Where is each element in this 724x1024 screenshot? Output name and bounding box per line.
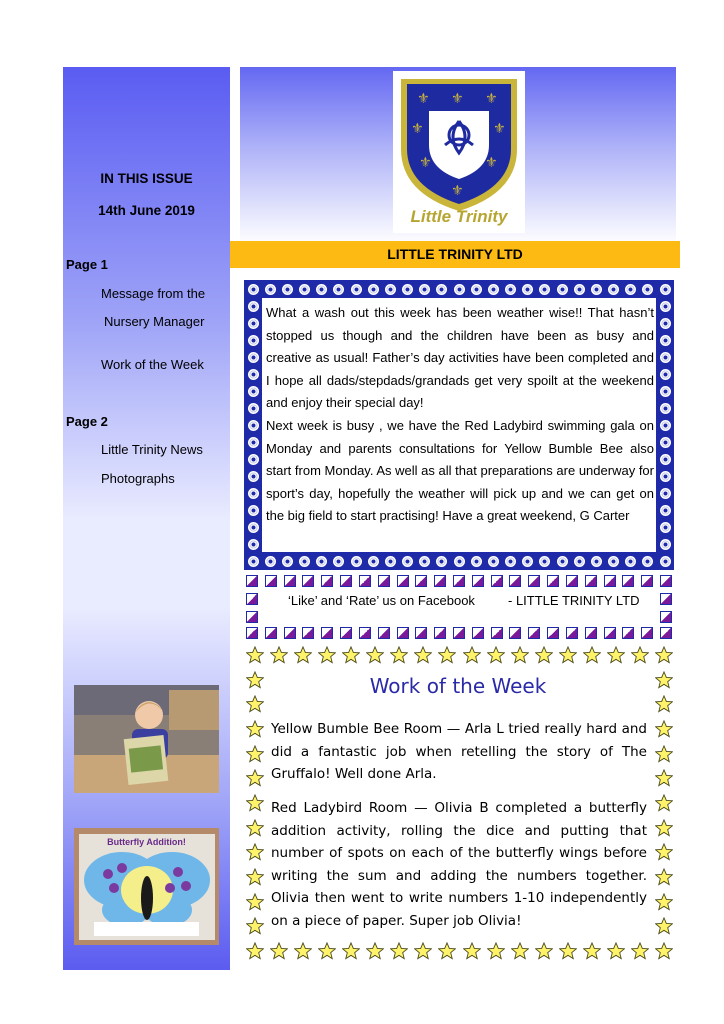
border-square-icon xyxy=(378,627,390,639)
border-flower-icon xyxy=(557,284,568,295)
work-of-week-title: Work of the Week xyxy=(369,674,547,698)
border-star-icon xyxy=(487,942,505,960)
border-flower-icon xyxy=(488,284,499,295)
border-star-icon xyxy=(583,646,601,664)
border-square-icon xyxy=(566,575,578,587)
border-flower-icon xyxy=(248,335,259,346)
border-star-icon xyxy=(294,646,312,664)
border-star-icon xyxy=(655,745,673,763)
border-square-icon xyxy=(397,627,409,639)
border-star-icon xyxy=(318,942,336,960)
border-flower-icon xyxy=(471,284,482,295)
border-square-icon xyxy=(472,575,484,587)
border-star-icon xyxy=(463,646,481,664)
border-square-icon xyxy=(585,575,597,587)
border-flower-icon xyxy=(248,556,259,567)
border-flower-icon xyxy=(488,556,499,567)
border-square-icon xyxy=(660,627,672,639)
border-square-icon xyxy=(340,575,352,587)
toc-item-photographs: Photographs xyxy=(101,471,175,486)
border-flower-icon xyxy=(574,284,585,295)
border-square-icon xyxy=(415,575,427,587)
border-flower-icon xyxy=(660,556,671,567)
border-flower-icon xyxy=(454,556,465,567)
border-flower-icon xyxy=(248,369,259,380)
banner-title: LITTLE TRINITY LTD xyxy=(230,241,680,268)
border-square-icon xyxy=(604,627,616,639)
border-star-icon xyxy=(366,942,384,960)
border-square-icon xyxy=(491,627,503,639)
border-star-icon xyxy=(607,942,625,960)
toc-item-manager: Nursery Manager xyxy=(104,314,205,329)
border-square-icon xyxy=(660,593,672,605)
border-flower-icon xyxy=(368,556,379,567)
border-flower-icon xyxy=(660,454,671,465)
border-square-icon xyxy=(302,627,314,639)
border-square-icon xyxy=(566,627,578,639)
border-square-icon xyxy=(302,575,314,587)
border-square-icon xyxy=(265,627,277,639)
border-square-icon xyxy=(321,575,333,587)
border-star-icon xyxy=(655,646,673,664)
border-star-icon xyxy=(655,942,673,960)
border-star-icon xyxy=(511,942,529,960)
border-flower-icon xyxy=(642,284,653,295)
border-star-icon xyxy=(246,745,264,763)
border-flower-icon xyxy=(642,556,653,567)
border-star-icon xyxy=(559,646,577,664)
border-star-icon xyxy=(559,942,577,960)
svg-text:⚜: ⚜ xyxy=(417,91,430,107)
border-square-icon xyxy=(284,627,296,639)
border-flower-icon xyxy=(505,556,516,567)
border-square-icon xyxy=(321,627,333,639)
border-star-icon xyxy=(246,720,264,738)
border-flower-icon xyxy=(591,556,602,567)
svg-text:⚜: ⚜ xyxy=(485,91,498,107)
border-flower-icon xyxy=(591,284,602,295)
border-star-icon xyxy=(655,893,673,911)
logo-text: Little Trinity xyxy=(410,207,508,226)
facebook-text: ‘Like’ and ‘Rate’ us on Facebook xyxy=(288,593,475,608)
border-flower-icon xyxy=(419,284,430,295)
border-star-icon xyxy=(342,646,360,664)
border-square-icon xyxy=(585,627,597,639)
border-star-icon xyxy=(246,893,264,911)
border-flower-icon xyxy=(660,284,671,295)
photo-butterfly-worksheet xyxy=(74,828,219,945)
border-flower-icon xyxy=(248,386,259,397)
border-square-icon xyxy=(397,575,409,587)
page2-label: Page 2 xyxy=(66,414,108,429)
border-flower-icon xyxy=(436,284,447,295)
border-flower-icon xyxy=(299,284,310,295)
border-square-icon xyxy=(246,575,258,587)
facebook-signature: - LITTLE TRINITY LTD xyxy=(508,593,640,608)
border-star-icon xyxy=(246,917,264,935)
border-star-icon xyxy=(655,671,673,689)
border-star-icon xyxy=(270,942,288,960)
border-star-icon xyxy=(631,942,649,960)
border-flower-icon xyxy=(333,556,344,567)
border-flower-icon xyxy=(557,556,568,567)
border-star-icon xyxy=(438,942,456,960)
border-star-icon xyxy=(463,942,481,960)
border-flower-icon xyxy=(385,556,396,567)
border-star-icon xyxy=(438,646,456,664)
border-star-icon xyxy=(246,769,264,787)
issue-heading: IN THIS ISSUE xyxy=(100,171,193,186)
border-square-icon xyxy=(622,627,634,639)
border-star-icon xyxy=(342,942,360,960)
border-flower-icon xyxy=(248,318,259,329)
border-flower-icon xyxy=(660,539,671,550)
toc-item-message: Message from the xyxy=(101,286,206,301)
border-flower-icon xyxy=(385,284,396,295)
border-star-icon xyxy=(655,843,673,861)
work-entry-yellow-bumble-bee: Yellow Bumble Bee Room — Arla L tried really hard and did a fantastic job when retelling the story of The Gruffalo! Well done Arla. xyxy=(271,721,647,782)
border-flower-icon xyxy=(368,284,379,295)
border-flower-icon xyxy=(625,556,636,567)
border-star-icon xyxy=(390,646,408,664)
border-square-icon xyxy=(265,575,277,587)
issue-date: 14th June 2019 xyxy=(98,203,195,218)
border-star-icon xyxy=(246,794,264,812)
border-flower-icon xyxy=(660,488,671,499)
border-square-icon xyxy=(359,627,371,639)
svg-text:⚜: ⚜ xyxy=(451,91,464,107)
toc-item-work-of-week: Work of the Week xyxy=(101,357,204,372)
border-square-icon xyxy=(472,627,484,639)
border-square-icon xyxy=(415,627,427,639)
border-flower-icon xyxy=(248,284,259,295)
border-flower-icon xyxy=(625,284,636,295)
border-star-icon xyxy=(655,769,673,787)
border-flower-icon xyxy=(660,471,671,482)
border-flower-icon xyxy=(522,556,533,567)
border-star-icon xyxy=(607,646,625,664)
border-star-icon xyxy=(655,794,673,812)
border-flower-icon xyxy=(248,539,259,550)
border-flower-icon xyxy=(419,556,430,567)
svg-text:⚜: ⚜ xyxy=(493,121,506,137)
border-flower-icon xyxy=(660,352,671,363)
border-star-icon xyxy=(535,646,553,664)
border-flower-icon xyxy=(660,522,671,533)
border-flower-icon xyxy=(316,556,327,567)
border-flower-icon xyxy=(471,556,482,567)
border-square-icon xyxy=(434,627,446,639)
border-square-icon xyxy=(641,575,653,587)
border-star-icon xyxy=(655,917,673,935)
svg-text:⚜: ⚜ xyxy=(451,183,464,199)
border-square-icon xyxy=(509,575,521,587)
border-flower-icon xyxy=(505,284,516,295)
border-flower-icon xyxy=(299,556,310,567)
border-star-icon xyxy=(246,843,264,861)
border-star-icon xyxy=(390,942,408,960)
border-star-icon xyxy=(246,695,264,713)
border-square-icon xyxy=(453,627,465,639)
border-flower-icon xyxy=(282,284,293,295)
svg-text:⚜: ⚜ xyxy=(411,121,424,137)
border-square-icon xyxy=(246,611,258,623)
border-star-icon xyxy=(655,695,673,713)
border-flower-icon xyxy=(248,471,259,482)
border-flower-icon xyxy=(351,556,362,567)
border-star-icon xyxy=(414,646,432,664)
border-flower-icon xyxy=(265,284,276,295)
border-square-icon xyxy=(509,627,521,639)
svg-text:⚜: ⚜ xyxy=(485,155,498,171)
border-flower-icon xyxy=(539,556,550,567)
border-star-icon xyxy=(246,646,264,664)
border-square-icon xyxy=(491,575,503,587)
border-star-icon xyxy=(246,868,264,886)
border-flower-icon xyxy=(660,403,671,414)
border-flower-icon xyxy=(402,284,413,295)
page1-label: Page 1 xyxy=(66,257,108,272)
border-flower-icon xyxy=(660,301,671,312)
border-square-icon xyxy=(246,593,258,605)
border-flower-icon xyxy=(436,556,447,567)
school-crest-logo xyxy=(393,71,525,233)
border-flower-icon xyxy=(574,556,585,567)
border-star-icon xyxy=(318,646,336,664)
border-star-icon xyxy=(655,819,673,837)
border-square-icon xyxy=(359,575,371,587)
toc-item-news: Little Trinity News xyxy=(101,442,203,457)
border-square-icon xyxy=(434,575,446,587)
work-entry-red-ladybird: Red Ladybird Room — Olivia B completed a butterfly addition activity, rolling the dice and putting that number of spots on each of the butterfly wings before writing the sum and adding the numbers together. Olivia then went to write numbers 1-10 independently on a piece of paper. Super job Olivia! xyxy=(271,800,647,929)
border-flower-icon xyxy=(660,437,671,448)
border-star-icon xyxy=(487,646,505,664)
border-square-icon xyxy=(284,575,296,587)
border-flower-icon xyxy=(248,488,259,499)
border-star-icon xyxy=(631,646,649,664)
border-flower-icon xyxy=(608,284,619,295)
border-square-icon xyxy=(547,575,559,587)
border-flower-icon xyxy=(316,284,327,295)
border-flower-icon xyxy=(660,335,671,346)
border-star-icon xyxy=(535,942,553,960)
border-star-icon xyxy=(246,819,264,837)
border-flower-icon xyxy=(248,420,259,431)
border-star-icon xyxy=(294,942,312,960)
svg-text:⚜: ⚜ xyxy=(419,155,432,171)
border-flower-icon xyxy=(248,403,259,414)
border-square-icon xyxy=(528,575,540,587)
border-flower-icon xyxy=(248,437,259,448)
border-flower-icon xyxy=(402,556,413,567)
border-square-icon xyxy=(660,575,672,587)
border-star-icon xyxy=(583,942,601,960)
worksheet-title: Butterfly Addition! xyxy=(107,837,186,847)
border-square-icon xyxy=(547,627,559,639)
border-flower-icon xyxy=(660,505,671,516)
border-flower-icon xyxy=(333,284,344,295)
border-square-icon xyxy=(528,627,540,639)
border-square-icon xyxy=(246,627,258,639)
photo-child-reading xyxy=(74,685,219,793)
border-star-icon xyxy=(414,942,432,960)
border-flower-icon xyxy=(248,505,259,516)
border-flower-icon xyxy=(248,454,259,465)
border-square-icon xyxy=(453,575,465,587)
border-flower-icon xyxy=(248,301,259,312)
border-star-icon xyxy=(246,942,264,960)
message-paragraph-1: What a wash out this week has been weather wise!! That hasn’t stopped us though and the children have been as busy and creative as usual! Father’s day activities have been completed and I hope all dads/stepdads/grandads get very spoilt at the weekend and enjoy their special day! xyxy=(266,305,654,410)
border-square-icon xyxy=(340,627,352,639)
border-flower-icon xyxy=(248,352,259,363)
border-flower-icon xyxy=(660,386,671,397)
border-square-icon xyxy=(660,611,672,623)
border-flower-icon xyxy=(265,556,276,567)
border-flower-icon xyxy=(282,556,293,567)
border-star-icon xyxy=(270,646,288,664)
border-square-icon xyxy=(378,575,390,587)
border-star-icon xyxy=(511,646,529,664)
border-star-icon xyxy=(655,720,673,738)
border-flower-icon xyxy=(539,284,550,295)
border-flower-icon xyxy=(660,318,671,329)
message-paragraph-2: Next week is busy , we have the Red Ladybird swimming gala on Monday and parents consultations for Yellow Bumble Bee also start from Monday. As well as all that preparations are underway for sport’s day, hopefully the weather will pick up and we can get on the big field to start practising! Have a great weekend, G Carter xyxy=(266,418,654,523)
border-flower-icon xyxy=(248,522,259,533)
border-flower-icon xyxy=(608,556,619,567)
border-flower-icon xyxy=(660,369,671,380)
border-flower-icon xyxy=(522,284,533,295)
border-square-icon xyxy=(604,575,616,587)
border-square-icon xyxy=(641,627,653,639)
border-star-icon xyxy=(366,646,384,664)
border-star-icon xyxy=(655,868,673,886)
border-flower-icon xyxy=(351,284,362,295)
border-flower-icon xyxy=(660,420,671,431)
border-flower-icon xyxy=(454,284,465,295)
border-square-icon xyxy=(622,575,634,587)
